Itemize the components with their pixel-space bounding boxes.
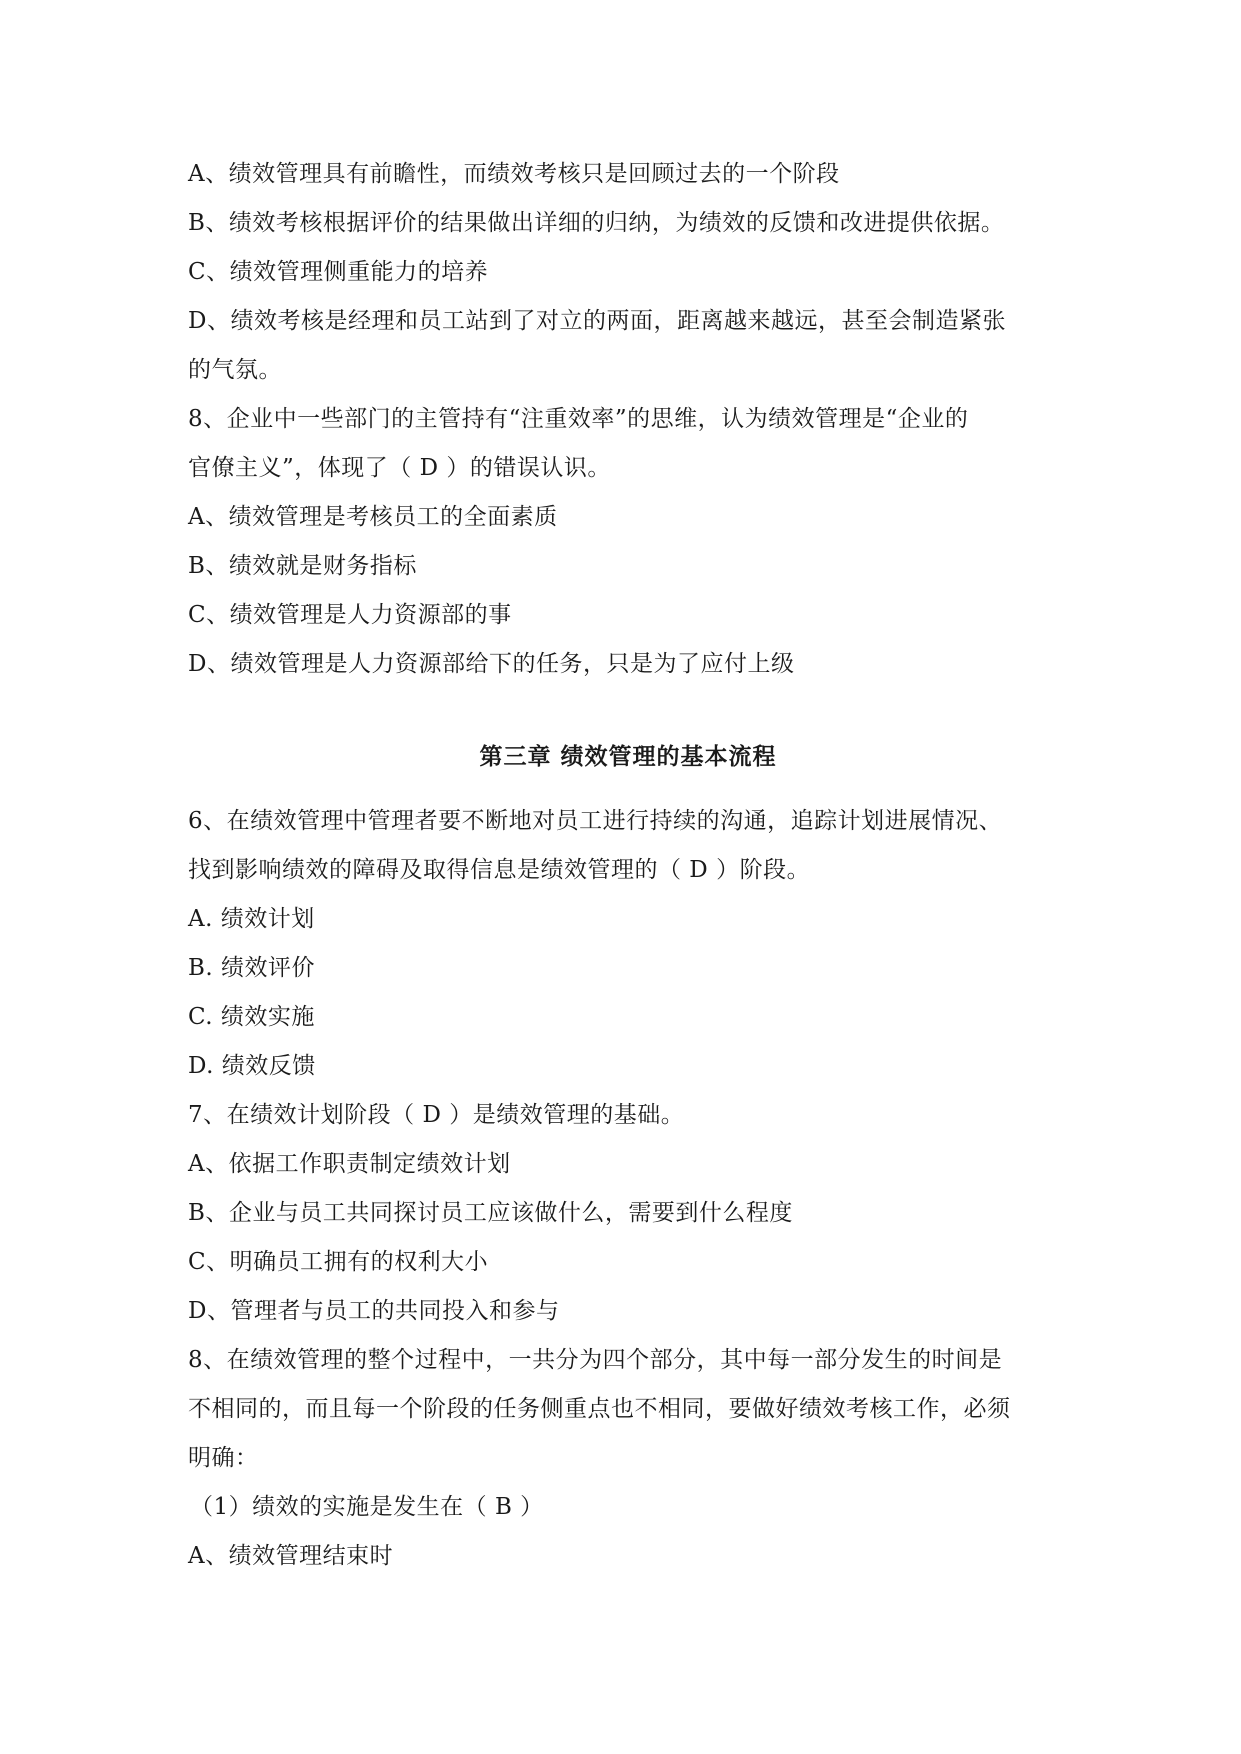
option-line: D、管理者与员工的共同投入和参与 [188, 1298, 560, 1324]
question-block-previous-chapter [188, 150, 1068, 689]
question-line-continuation: 明确： [188, 1445, 259, 1471]
option-line: A. 绩效计划 [188, 906, 315, 932]
option-line: D、绩效考核是经理和员工站到了对立的两面，距离越来越远，甚至会制造紧张 [188, 308, 1006, 334]
option-line: A、依据工作职责制定绩效计划 [188, 1151, 511, 1177]
option-line: D. 绩效反馈 [188, 1053, 316, 1079]
option-line: B、绩效就是财务指标 [188, 553, 417, 579]
question-line: 8、在绩效管理的整个过程中，一共分为四个部分，其中每一部分发生的时间是 [188, 1347, 1003, 1373]
spacer [188, 782, 1068, 797]
option-line: A、绩效管理是考核员工的全面素质 [188, 504, 558, 530]
option-line: C、明确员工拥有的权利大小 [188, 1249, 489, 1275]
question-line: 6、在绩效管理中管理者要不断地对员工进行持续的沟通，追踪计划进展情况、 [188, 808, 1003, 834]
option-line: D、绩效管理是人力资源部给下的任务，只是为了应付上级 [188, 651, 795, 677]
question-line: 8、企业中一些部门的主管持有“注重效率”的思维，认为绩效管理是“企业的 [188, 406, 969, 432]
option-line: C、绩效管理是人力资源部的事 [188, 602, 512, 628]
question-line-continuation: 官僚主义”，体现了（ D ）的错误认识。 [188, 455, 611, 481]
option-line-continuation: 的气氛。 [188, 357, 282, 383]
question-line-continuation: 不相同的，而且每一个阶段的任务侧重点也不相同，要做好绩效考核工作，必须 [188, 1396, 1011, 1422]
question-block-chapter-three [188, 797, 1068, 1581]
option-line: A、绩效管理结束时 [188, 1543, 394, 1569]
question-line-continuation: 找到影响绩效的障碍及取得信息是绩效管理的（ D ）阶段。 [188, 857, 811, 883]
option-line: C. 绩效实施 [188, 1004, 315, 1030]
chapter-title: 第三章 绩效管理的基本流程 [479, 744, 777, 770]
option-line: A、绩效管理具有前瞻性，而绩效考核只是回顾过去的一个阶段 [188, 161, 840, 187]
option-line: B、企业与员工共同探讨员工应该做什么，需要到什么程度 [188, 1200, 793, 1226]
option-line: B、绩效考核根据评价的结果做出详细的归纳，为绩效的反馈和改进提供依据。 [188, 210, 1005, 236]
spacer [188, 689, 1068, 733]
question-line: 7、在绩效计划阶段（ D ）是绩效管理的基础。 [188, 1102, 685, 1128]
option-line: B. 绩效评价 [188, 955, 316, 981]
option-line: C、绩效管理侧重能力的培养 [188, 259, 489, 285]
sub-question-line: （1）绩效的实施是发生在（ B ） [190, 1494, 544, 1520]
document-content [188, 150, 1068, 1581]
